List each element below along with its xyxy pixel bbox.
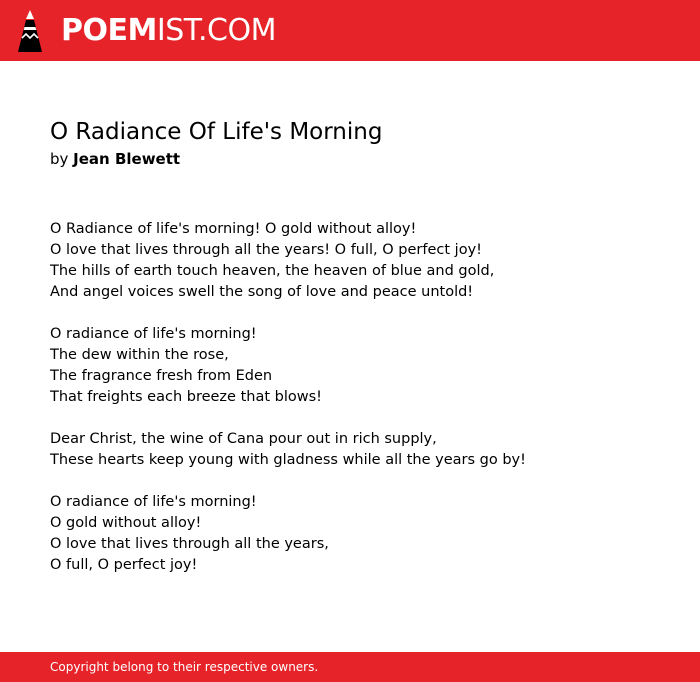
site-footer [0,652,700,682]
site-header [0,0,700,61]
byline-label: by [50,150,74,168]
poem-line: The hills of earth touch heaven, the heaven of blue and gold, [50,263,495,279]
logo-text-light: IST.COM [156,13,276,48]
poem-stanza [50,324,670,408]
poem-line: O Radiance of life's morning! O gold without alloy! [50,221,417,237]
site-logo-link[interactable] [18,0,276,61]
poem-line: These hearts keep young with gladness while all the years go by! [50,452,526,468]
poem-line: O full, O perfect joy! [50,557,198,573]
poem-line: O radiance of life's morning! [50,326,257,342]
poem-stanza [50,219,670,303]
poem-line: That freights each breeze that blows! [50,389,322,405]
copyright-notice: Copyright belong to their respective owners. [50,660,319,674]
poem-stanza [50,492,670,576]
poem-line: O love that lives through all the years! O full, O perfect joy! [50,242,482,258]
poem-line: The fragrance fresh from Eden [50,368,273,384]
poem-line: O gold without alloy! [50,515,202,531]
poem-byline [50,149,670,169]
poem-author-link[interactable]: Jean Blewett [73,150,181,168]
poem-stanza [50,429,670,471]
poem-line: Dear Christ, the wine of Cana pour out in rich supply, [50,431,437,447]
poem-title: O Radiance Of Life's Morning [50,119,383,145]
poem-line: O radiance of life's morning! [50,494,257,510]
poem-line: And angel voices swell the song of love and peace untold! [50,284,474,300]
poem-line: The dew within the rose, [50,347,229,363]
poem-line: O love that lives through all the years, [50,536,329,552]
logo-text-strong: POEM [61,13,157,48]
pencil-icon [18,10,42,52]
poem-body [50,219,670,576]
poem-content [50,116,670,597]
site-logo-text [61,0,276,61]
